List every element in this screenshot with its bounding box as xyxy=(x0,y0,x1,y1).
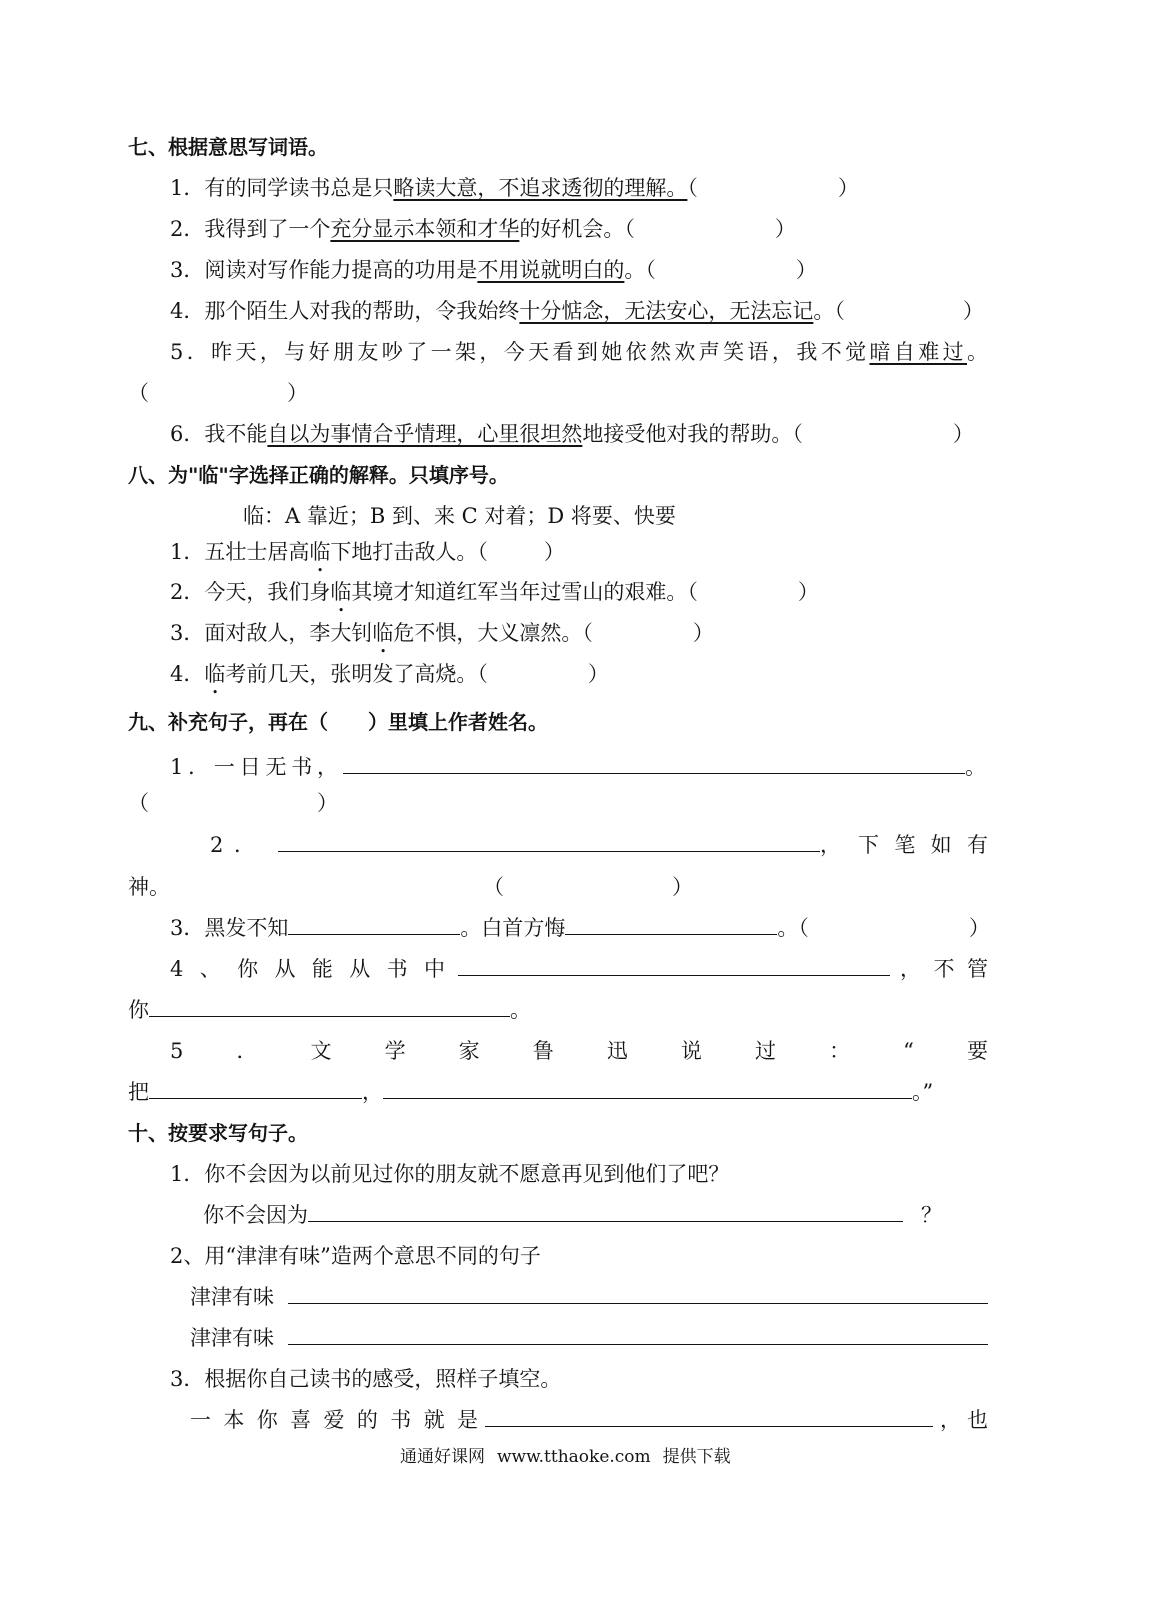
item-text: 3．阅读对写作能力提高的功用是 xyxy=(170,258,478,282)
section-7-item-4 xyxy=(170,298,984,324)
answer-paren-open: （ xyxy=(477,662,488,686)
line-text: 一本你喜爱的书就是 xyxy=(190,1408,478,1432)
spacer xyxy=(170,893,483,894)
section-10-item-1-prompt: 1．你不会因为以前见过你的朋友就不愿意再见到他们了吧？ xyxy=(170,1162,730,1186)
heading-text: 九、补充句子，再在（ xyxy=(128,710,328,734)
item-text-start: 你 xyxy=(128,998,149,1022)
item-text: 4．那个陌生人对我的帮助，令我始终 xyxy=(170,299,520,323)
author-space xyxy=(809,934,969,935)
answer-paren-open: （ xyxy=(128,381,149,405)
fill-blank xyxy=(149,1079,362,1099)
section-10-item-3-prompt: 3．根据你自己读书的感受，照样子填空。 xyxy=(170,1367,562,1391)
answer-paren-close: ） xyxy=(797,580,819,604)
comma: ， xyxy=(820,833,841,857)
section-9-item-4-continued xyxy=(128,997,531,1023)
section-10-item-1-answer xyxy=(203,1202,942,1228)
spacer xyxy=(478,1426,485,1427)
item-text: 4、你从能从书中 xyxy=(170,957,445,981)
answer-paren-close: ） xyxy=(587,662,609,686)
section-7-item-2 xyxy=(170,216,796,242)
item-text: 4． xyxy=(170,662,205,686)
fill-blank xyxy=(383,1079,912,1099)
section-10-item-3-line xyxy=(190,1407,988,1433)
answer-paren-close: ） xyxy=(795,258,817,282)
question-mark: ？ xyxy=(921,1203,942,1227)
footer-site-name: 通通好课网 xyxy=(400,1447,485,1467)
fill-blank xyxy=(288,1284,988,1304)
spacer xyxy=(841,851,858,852)
spacer xyxy=(255,851,278,852)
item-text: 1．一日无书， xyxy=(170,755,338,779)
section-8-heading: 八、为"临"字选择正确的解释。只填序号。 xyxy=(128,463,509,487)
item-text-after: 危不惧，大义凛然。 xyxy=(393,621,583,645)
answer-paren-open: （ xyxy=(582,621,593,645)
item-text-after: 。 xyxy=(967,340,989,364)
section-8-item-2 xyxy=(170,579,819,605)
item-text-after: 的好机会。 xyxy=(519,217,625,241)
underlined-phrase: 充分显示本领和才华 xyxy=(330,217,520,241)
item-text-end: 。 xyxy=(510,998,531,1022)
spacer xyxy=(890,975,900,976)
item-text-after: 。 xyxy=(965,755,986,779)
item-text-after: 。 xyxy=(624,258,646,282)
fill-blank xyxy=(565,915,777,935)
item-text-end: 。” xyxy=(912,1080,934,1104)
answer-space xyxy=(656,276,796,277)
section-8-definition: 临：A 靠近；B 到、来 C 对着；D 将要、快要 xyxy=(243,504,676,528)
answer-paren-close: ） xyxy=(962,299,984,323)
answer-paren-open: （ xyxy=(687,580,698,604)
section-9-item-5-continued xyxy=(128,1079,933,1105)
spacer xyxy=(274,1303,288,1304)
item-text: 2．我得到了一个 xyxy=(170,217,331,241)
section-7-heading: 七、根据意思写词语。 xyxy=(128,135,328,159)
answer-paren-close: ） xyxy=(952,422,974,446)
spacer xyxy=(445,975,458,976)
author-paren-open: （ xyxy=(128,791,149,815)
item-text-start: 把 xyxy=(128,1080,149,1104)
section-10-heading: 十、按要求写句子。 xyxy=(128,1121,308,1145)
item-text: 3．黑发不知 xyxy=(170,916,289,940)
footer-url: www.tthaoke.com xyxy=(497,1447,651,1467)
fill-blank xyxy=(485,1407,933,1427)
item-text-end: 神。 xyxy=(128,875,170,899)
item-text-middle: 。白首方悔 xyxy=(460,916,566,940)
emphasized-character: 临 xyxy=(309,540,331,564)
fill-blank xyxy=(278,832,820,852)
fill-blank xyxy=(308,1202,903,1222)
answer-space xyxy=(845,317,963,318)
item-text-after: ，不管 xyxy=(900,957,988,981)
answer-space xyxy=(149,399,287,400)
spacer xyxy=(274,1344,288,1345)
fill-blank xyxy=(288,1325,988,1345)
section-9-item-2-continued xyxy=(128,874,693,900)
answer-space xyxy=(803,440,953,441)
item-text-after: 下笔如有 xyxy=(858,833,988,857)
item-text: 1．五壮士居高 xyxy=(170,540,310,564)
section-10-item-2-line-2 xyxy=(190,1325,988,1351)
section-7-item-1 xyxy=(170,175,859,201)
author-paren-close: ） xyxy=(968,916,990,940)
item-text: 1．有的同学读书总是只 xyxy=(170,176,394,200)
item-text: 2．今天，我们身 xyxy=(170,580,331,604)
answer-paren-open: （ xyxy=(624,217,635,241)
answer-paren-close: ） xyxy=(692,621,714,645)
heading-space xyxy=(328,728,368,729)
section-7-item-6 xyxy=(170,421,974,447)
underlined-phrase: 不用说就明白的 xyxy=(477,258,625,282)
section-9-item-5 xyxy=(170,1038,988,1064)
line-label: 津津有味 xyxy=(190,1285,274,1309)
item-text: 5．昨天，与好朋友吵了一架，今天看到她依然欢声笑语，我不觉 xyxy=(170,340,870,364)
fill-blank xyxy=(149,997,510,1017)
item-text-after: 。 xyxy=(777,916,799,940)
item-text-after: 下地打击敌人。 xyxy=(330,540,478,564)
answer-paren-close: ） xyxy=(287,381,308,405)
author-paren-open: （ xyxy=(798,916,809,940)
item-text-after: 考前几天，张明发了高烧。 xyxy=(225,662,478,686)
section-9-item-1 xyxy=(170,754,986,780)
answer-space xyxy=(698,194,838,195)
section-9-item-1-author xyxy=(128,790,338,816)
answer-space xyxy=(698,598,798,599)
justified-line xyxy=(170,339,988,365)
author-paren-open: （ xyxy=(483,875,504,899)
answer-space xyxy=(488,680,588,681)
item-text-after: 地接受他对我的帮助。 xyxy=(582,422,793,446)
section-9-item-2 xyxy=(210,832,988,858)
emphasized-character: 临 xyxy=(372,621,394,645)
fill-blank xyxy=(458,956,890,976)
fill-blank xyxy=(288,915,460,935)
section-10-item-2-prompt: 2、用“津津有味”造两个意思不同的句子 xyxy=(170,1244,541,1268)
section-8-item-4 xyxy=(170,661,609,687)
author-space xyxy=(149,809,317,810)
underlined-phrase: 暗自难过 xyxy=(869,340,968,364)
page-footer xyxy=(400,1446,743,1468)
section-8-item-3 xyxy=(170,620,714,646)
answer-paren-close: ） xyxy=(543,540,565,564)
section-10-item-2-line-1 xyxy=(190,1284,988,1310)
comma: ， xyxy=(362,1080,383,1104)
section-8-item-1 xyxy=(170,539,565,565)
answer-paren-open: （ xyxy=(834,299,845,323)
section-9-item-4 xyxy=(170,956,988,982)
emphasized-character: 临 xyxy=(330,580,352,604)
author-paren-close: ） xyxy=(317,791,338,815)
heading-text-after: ）里填上作者姓名。 xyxy=(368,710,548,734)
item-number: 2． xyxy=(210,833,255,857)
answer-paren-open: （ xyxy=(477,540,488,564)
footer-suffix: 提供下载 xyxy=(662,1447,731,1467)
underlined-phrase: 自以为事情合乎情理，心里很坦然 xyxy=(267,422,583,446)
item-text-after: 。 xyxy=(813,299,835,323)
item-text: 5．文学家鲁迅说过：“要 xyxy=(170,1039,988,1063)
emphasized-character: 临 xyxy=(204,662,226,686)
answer-paren-close: ） xyxy=(837,176,859,200)
spacer xyxy=(903,1221,921,1222)
author-space xyxy=(504,893,672,894)
section-7-item-5-answer xyxy=(128,380,308,406)
answer-space xyxy=(635,235,775,236)
answer-text: 你不会因为 xyxy=(203,1203,308,1227)
section-7-item-3 xyxy=(170,257,817,283)
author-paren-close: ） xyxy=(672,875,693,899)
answer-paren-open: （ xyxy=(687,176,698,200)
section-9-heading xyxy=(128,709,548,735)
fill-blank xyxy=(343,754,965,774)
section-9-item-3 xyxy=(170,915,990,941)
answer-space xyxy=(593,639,693,640)
underlined-phrase: 十分惦念，无法安心，无法忘记 xyxy=(519,299,814,323)
underlined-phrase: 略读大意，不追求透彻的理解。 xyxy=(393,176,688,200)
line-label: 津津有味 xyxy=(190,1326,274,1350)
answer-space xyxy=(488,558,544,559)
section-7-item-5 xyxy=(170,339,988,365)
answer-paren-open: （ xyxy=(792,422,803,446)
answer-paren-open: （ xyxy=(645,258,656,282)
item-text: 3．面对敌人，李大钊 xyxy=(170,621,373,645)
answer-paren-close: ） xyxy=(774,217,796,241)
line-text-after: ，也 xyxy=(940,1408,988,1432)
item-text-after: 其境才知道红军当年过雪山的艰难。 xyxy=(351,580,688,604)
item-text: 6．我不能 xyxy=(170,422,268,446)
spacer xyxy=(933,1426,940,1427)
